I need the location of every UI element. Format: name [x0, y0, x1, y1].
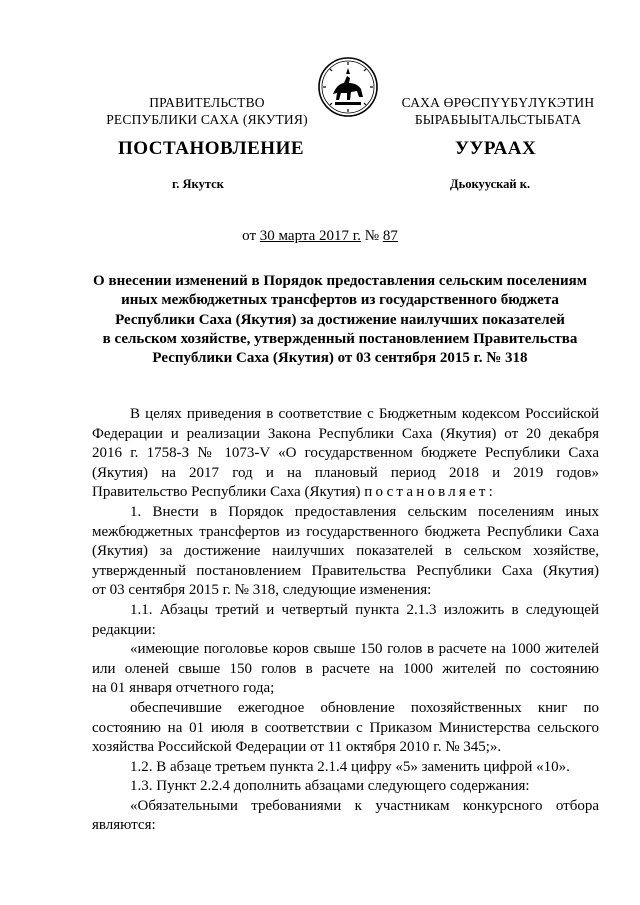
body-line: 1.1. Абзацы третий и четвертый пункта 2.1.3 изложить в следующей [130, 601, 599, 618]
issuer-ru-line1: ПРАВИТЕЛЬСТВО [149, 95, 265, 110]
coat-of-arms-emblem [317, 56, 379, 118]
body-line-part: Правительство Республики Саха (Якутия) [92, 484, 365, 501]
document-subject [80, 272, 600, 368]
issuer-ru [100, 94, 314, 128]
document-body [92, 405, 599, 836]
body-line: являются: [92, 817, 156, 834]
number-label: № [361, 228, 383, 244]
subject-line: Республики Саха (Якутия) от 03 сентября 2015 г. № 318 [152, 350, 528, 367]
body-line: 1.2. В абзаце третьем пункта 2.1.4 цифру «5» заменить цифрой «10». [130, 758, 570, 775]
body-line: редакции: [92, 621, 156, 638]
body-line: от 03 сентября 2015 г. № 318, следующие изменения: [92, 582, 432, 599]
date-prefix: от [242, 228, 260, 244]
body-line: «имеющие поголовье коров свыше 150 голов в расчете на 1000 жителей [130, 641, 599, 658]
body-line: 1.3. Пункт 2.2.4 дополнить абзацами следующего содержания: [130, 778, 530, 795]
issuer-sah-line2: БЫРАБЫЫТАЛЬСТЫБАТА [414, 112, 582, 127]
body-line: (Якутия) за достижение наилучших показателей в сельском хозяйстве, [92, 543, 599, 560]
issuer-sah [392, 94, 604, 128]
body-line: или оленей свыше 150 голов в расчете на 1000 жителей по состоянию [92, 660, 599, 677]
subject-line: О внесении изменений в Порядок предоставления сельским поселениям [93, 273, 587, 289]
date-number-line [0, 228, 640, 245]
doc-number: 87 [382, 228, 398, 244]
body-line: 2016 г. 1758-З № 1073-V «О государственном бюджете Республики Саха [92, 445, 599, 462]
subject-line: Республики Саха (Якутия) за достижение наилучших показателей [115, 311, 565, 328]
body-line: утвержденный постановлением Правительства Республики Саха (Якутия) [92, 562, 599, 579]
doc-type-sah: УУРААХ [455, 138, 537, 159]
doc-date: 30 марта 2017 г. [259, 228, 361, 244]
body-line: межбюджетных трансфертов из государственного бюджета Республики Саха [92, 523, 599, 540]
body-line: (Якутия) на 2017 год и на плановый период 2018 и 2019 годов» [92, 464, 599, 481]
body-line: состоянию на 01 июля в соответствии с Приказом Министерства сельского [92, 719, 599, 736]
issuer-sah-line1: САХА ӨРӨСПҮҮБҮЛҮКЭТИН [401, 95, 595, 110]
body-line: «Обязательными требованиями к участникам конкурсного отбора [130, 797, 599, 814]
body-line: В целях приведения в соответствие с Бюджетным кодексом Российской [130, 406, 599, 422]
body-line: на 01 января отчетного года; [92, 680, 275, 697]
city-ru: г. Якутск [172, 177, 224, 191]
body-line: Федерации и реализации Закона Республики Саха (Якутия) от 20 декабря [92, 425, 599, 442]
doc-type-ru: ПОСТАНОВЛЕНИЕ [118, 138, 305, 159]
subject-line: в сельском хозяйстве, утвержденный постановлением Правительства [102, 330, 578, 347]
issuer-ru-line2: РЕСПУБЛИКИ САХА (ЯКУТИЯ) [106, 112, 308, 127]
body-line: хозяйства Российской Федерации от 11 октября 2010 г. № 345;». [92, 739, 502, 756]
body-line: обеспечившие ежегодное обновление похозяйственных книг по [130, 699, 599, 716]
subject-line: иных межбюджетных трансфертов из государственного бюджета [121, 292, 559, 309]
body-line [92, 483, 599, 503]
city-sah: Дьокуускай к. [450, 177, 531, 191]
body-line: 1. Внести в Порядок предоставления сельским поселениям иных [130, 503, 599, 520]
resolution-word: постановляет: [364, 484, 496, 501]
